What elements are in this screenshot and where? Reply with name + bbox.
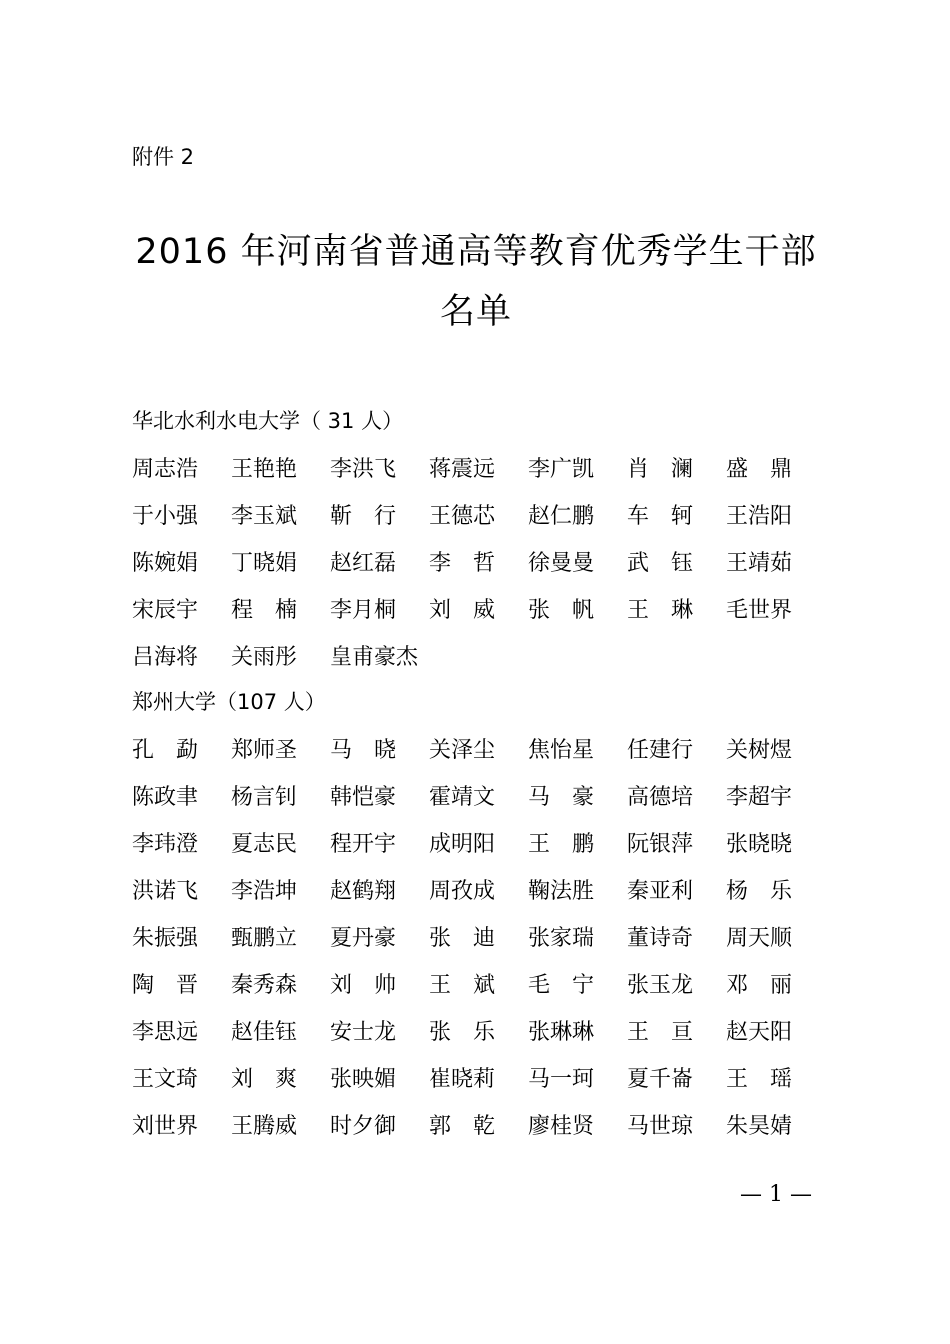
- student-name: 董诗奇: [627, 926, 694, 951]
- university-heading: 华北水利水电大学（ 31 人）: [132, 409, 404, 433]
- student-name: 成明阳: [429, 832, 496, 857]
- student-name: 王 斌: [429, 973, 496, 998]
- student-name: 鞠法胜: [528, 879, 595, 904]
- student-name: 蒋震远: [429, 457, 496, 482]
- student-name: 高德培: [627, 785, 694, 810]
- student-name: 安士龙: [330, 1020, 397, 1045]
- student-name: 于小强: [132, 504, 199, 529]
- student-name: 车 轲: [627, 504, 694, 529]
- name-row: [132, 1054, 832, 1101]
- university-section: [132, 679, 832, 1148]
- name-row: [132, 632, 832, 679]
- student-name: 徐曼曼: [528, 551, 595, 576]
- student-name: 马 晓: [330, 738, 397, 763]
- attachment-label: 附件 2: [132, 145, 195, 169]
- student-name: 张 乐: [429, 1020, 496, 1045]
- student-name: 周孜成: [429, 879, 496, 904]
- student-name: 陈婉娟: [132, 551, 199, 576]
- student-name: 崔晓莉: [429, 1067, 496, 1092]
- student-name: 宋辰宇: [132, 598, 199, 623]
- student-name: 赵鹤翔: [330, 879, 397, 904]
- student-name: 刘 帅: [330, 973, 397, 998]
- student-name: 张映媚: [330, 1067, 397, 1092]
- student-name: 张家瑞: [528, 926, 595, 951]
- student-name: 洪诺飞: [132, 879, 199, 904]
- student-name: 张玉龙: [627, 973, 694, 998]
- student-name: 靳 行: [330, 504, 397, 529]
- student-name: 廖桂贤: [528, 1114, 595, 1139]
- student-name: 马世琼: [627, 1114, 694, 1139]
- university-section: [132, 398, 832, 679]
- student-name: 赵仁鹏: [528, 504, 595, 529]
- student-name: 焦怡星: [528, 738, 595, 763]
- student-name: 李广凯: [528, 457, 595, 482]
- name-row: [132, 960, 832, 1007]
- student-name: 关树煜: [726, 738, 793, 763]
- student-name: 武 钰: [627, 551, 694, 576]
- name-row: [132, 725, 832, 772]
- student-name: 张琳琳: [528, 1020, 595, 1045]
- student-name: 皇甫豪杰: [330, 645, 419, 670]
- name-row: [132, 1101, 832, 1148]
- student-name: 霍靖文: [429, 785, 496, 810]
- student-name: 任建行: [627, 738, 694, 763]
- student-name: 王德芯: [429, 504, 496, 529]
- student-name: 郭 乾: [429, 1114, 496, 1139]
- student-name: 朱振强: [132, 926, 199, 951]
- student-name: 毛世界: [726, 598, 793, 623]
- student-name: 吕海将: [132, 645, 199, 670]
- student-name: 李玮澄: [132, 832, 199, 857]
- student-name: 王 瑶: [726, 1067, 793, 1092]
- student-name: 阮银萍: [627, 832, 694, 857]
- page-number: — 1 —: [740, 1182, 812, 1207]
- student-name: 关雨彤: [231, 645, 298, 670]
- student-name: 李超宇: [726, 785, 793, 810]
- student-name: 张晓晓: [726, 832, 793, 857]
- student-name: 程 楠: [231, 598, 298, 623]
- student-name: 夏志民: [231, 832, 298, 857]
- student-name: 陶 晋: [132, 973, 199, 998]
- student-name: 秦亚利: [627, 879, 694, 904]
- student-name: 李玉斌: [231, 504, 298, 529]
- student-name: 杨 乐: [726, 879, 793, 904]
- student-name: 程开宇: [330, 832, 397, 857]
- name-row: [132, 491, 832, 538]
- student-name: 马一珂: [528, 1067, 595, 1092]
- student-name: 夏丹豪: [330, 926, 397, 951]
- university-heading: 郑州大学（107 人）: [132, 690, 326, 714]
- student-name: 王浩阳: [726, 504, 793, 529]
- student-name: 王 亘: [627, 1020, 694, 1045]
- student-name: 刘世界: [132, 1114, 199, 1139]
- name-row: [132, 585, 832, 632]
- student-name: 陈政聿: [132, 785, 199, 810]
- student-name: 甄鹏立: [231, 926, 298, 951]
- student-name: 周天顺: [726, 926, 793, 951]
- student-name: 刘 爽: [231, 1067, 298, 1092]
- student-name: 王 琳: [627, 598, 694, 623]
- student-name: 李思远: [132, 1020, 199, 1045]
- student-name: 张 帆: [528, 598, 595, 623]
- name-row: [132, 866, 832, 913]
- student-name: 杨言钊: [231, 785, 298, 810]
- student-name: 秦秀森: [231, 973, 298, 998]
- student-name: 孔 勐: [132, 738, 199, 763]
- name-row: [132, 913, 832, 960]
- page-title: 2016 年河南省普通高等教育优秀学生干部名单: [135, 232, 817, 332]
- student-name: 丁晓娟: [231, 551, 298, 576]
- name-row: [132, 819, 832, 866]
- student-name: 关泽尘: [429, 738, 496, 763]
- name-row: [132, 444, 832, 491]
- student-name: 郑师圣: [231, 738, 298, 763]
- student-name: 韩恺豪: [330, 785, 397, 810]
- student-name: 时夕御: [330, 1114, 397, 1139]
- student-name: 王靖茹: [726, 551, 793, 576]
- student-name: 李浩坤: [231, 879, 298, 904]
- student-name: 李 哲: [429, 551, 496, 576]
- student-name: 李月桐: [330, 598, 397, 623]
- name-row: [132, 772, 832, 819]
- student-name: 毛 宁: [528, 973, 595, 998]
- student-name: 王 鹏: [528, 832, 595, 857]
- student-name: 刘 威: [429, 598, 496, 623]
- student-name: 周志浩: [132, 457, 199, 482]
- student-name: 朱昊婧: [726, 1114, 793, 1139]
- student-name: 夏千崙: [627, 1067, 694, 1092]
- name-list: [132, 398, 832, 1148]
- student-name: 盛 鼎: [726, 457, 793, 482]
- student-name: 马 豪: [528, 785, 595, 810]
- student-name: 王腾威: [231, 1114, 298, 1139]
- student-name: 张 迪: [429, 926, 496, 951]
- student-name: 肖 澜: [627, 457, 694, 482]
- student-name: 赵红磊: [330, 551, 397, 576]
- name-row: [132, 1007, 832, 1054]
- student-name: 赵佳钰: [231, 1020, 298, 1045]
- student-name: 王文琦: [132, 1067, 199, 1092]
- student-name: 王艳艳: [231, 457, 298, 482]
- student-name: 邓 丽: [726, 973, 793, 998]
- student-name: 李洪飞: [330, 457, 397, 482]
- student-name: 赵天阳: [726, 1020, 793, 1045]
- name-row: [132, 538, 832, 585]
